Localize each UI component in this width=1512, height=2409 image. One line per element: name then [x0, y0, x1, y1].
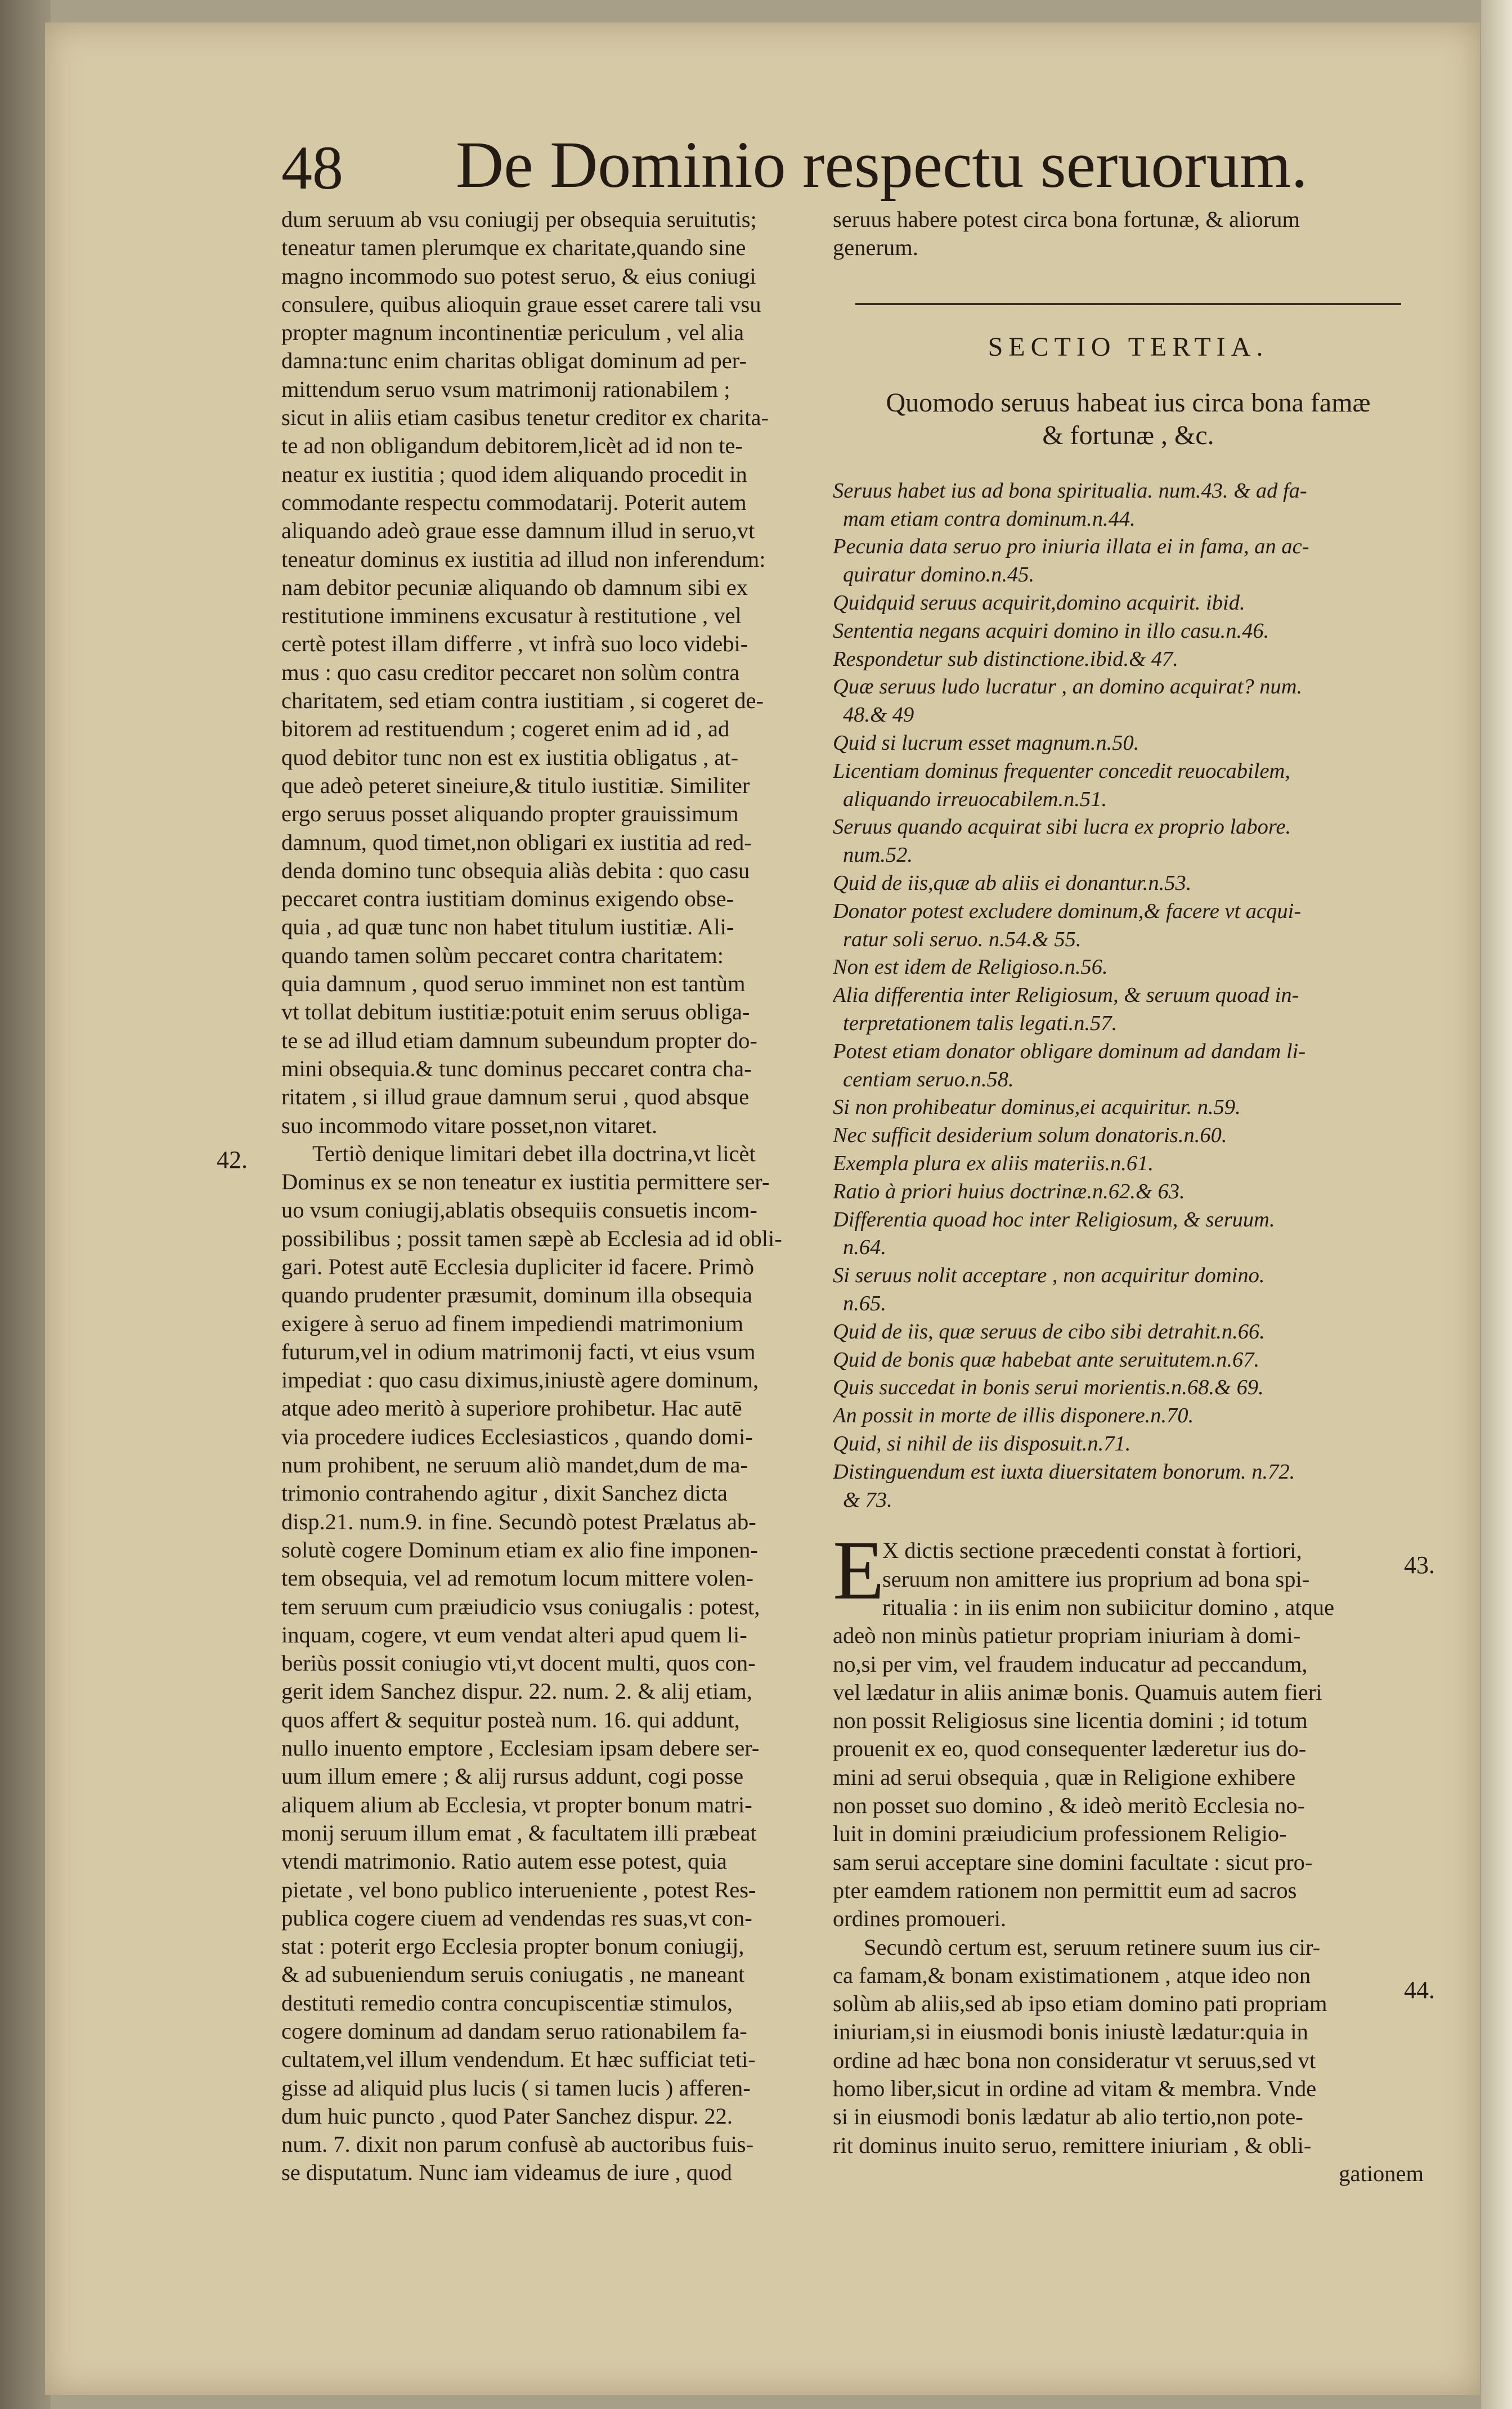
text-line: ritualia : in iis enim non subiicitur domino , atque [882, 1594, 1335, 1620]
text-line: 48.& 49 [843, 703, 914, 727]
text-line: Donator potest excludere dominum,& facere vt acqui- [833, 899, 1302, 923]
text-line: Si seruus nolit acceptare , non acquiritur domino. [833, 1264, 1265, 1288]
text-line: Quid, si nihil de iis disposuit.n.71. [833, 1431, 1131, 1456]
text-line: n.64. [843, 1235, 886, 1260]
text-line: Quidquid seruus acquirit,domino acquirit. ibid. [833, 591, 1245, 615]
text-line: atque adeo meritò à superiore prohibetur. Hac autē [281, 1395, 742, 1421]
catchword: gationem [1339, 2160, 1424, 2186]
text-line: rit dominus inuito seruo, remittere iniuriam , & obli- [833, 2132, 1312, 2158]
text-line: luit in domini præiudicium professionem Religio- [833, 1821, 1287, 1847]
text-line: Distinguendum est iuxta diuersitatem bonorum. n.72. [833, 1459, 1295, 1484]
text-line: Quid si lucrum esset magnum.n.50. [833, 731, 1139, 755]
text-line: Licentiam dominus frequenter concedit reuocabilem, [833, 759, 1290, 783]
running-title: De Dominio respectu seruorum. [456, 128, 1308, 202]
text-line: & ad subueniendum seruis coniugatis , ne maneant [281, 1962, 745, 1987]
text-line: consulere, quibus alioquin graue esset carere tali vsu [281, 291, 761, 317]
text-line: generum. [833, 235, 918, 261]
text-line: restitutione imminens excusatur à restitutione , vel [281, 603, 742, 629]
text-line: no,si per vim, vel fraudem inducatur ad peccandum, [833, 1651, 1308, 1677]
section-heading: SECTIO TERTIA. [988, 332, 1269, 362]
body-lines [833, 1524, 1424, 2160]
text-line: stat : poterit ergo Ecclesia propter bonum coniugij, [281, 1933, 744, 1959]
text-line: nam debitor pecuniæ aliquando ob damnum sibi ex [281, 574, 748, 600]
text-line: seruum non amittere ius proprium ad bona spi- [882, 1566, 1310, 1592]
text-line: vt tollat debitum iustitiæ:potuit enim seruus obliga- [281, 999, 750, 1025]
text-line: que adeò peteret sineiure,& titulo iustitiæ. Similiter [281, 772, 750, 798]
text-line: via procedere iudices Ecclesiasticos , quando domi- [281, 1423, 753, 1449]
text-line: Secundò certum est, seruum retinere suum ius cir- [864, 1934, 1321, 1960]
text-line: exigere à seruo ad finem impediendi matrimonium [281, 1310, 743, 1336]
text-line: gerit idem Sanchez dispur. 22. num. 2. & alij etiam, [281, 1678, 752, 1704]
text-line: teneatur tamen plerumque ex charitate,quando sine [281, 235, 746, 261]
text-line: si in eiusmodi bonis lædatur ab alio tertio,non pote- [833, 2104, 1303, 2130]
text-line: homo liber,sicut in ordine ad vitam & membra. Vnde [833, 2076, 1317, 2102]
text-line: mus : quo casu creditor peccaret non solùm contra [281, 659, 740, 685]
text-line: Exempla plura ex aliis materiis.n.61. [833, 1152, 1154, 1176]
text-line: ergo seruus posset aliquando propter grauissimum [281, 801, 739, 827]
text-line: mini obsequia.& tunc dominus peccaret contra cha- [281, 1055, 752, 1081]
text-line: possibilibus ; possit tamen sæpè ab Ecclesia ad id obli- [281, 1225, 782, 1251]
text-line: quos affert & sequitur posteà num. 16. qui addunt, [281, 1707, 740, 1732]
text-line: & 73. [843, 1488, 892, 1512]
text-line: trimonio contrahendo agitur , dixit Sanchez dicta [281, 1480, 728, 1506]
text-line: non possit Religiosus sine licentia domini ; id totum [833, 1708, 1308, 1734]
text-line: commodante respectu commodatarij. Poterit autem [281, 489, 747, 515]
text-line: Seruus quando acquirat sibi lucra ex proprio labore. [833, 815, 1291, 839]
text-line: cogere dominum ad dandam seruo rationabilem fa- [281, 2018, 747, 2044]
text-line: quando tamen solùm peccaret contra charitatem: [281, 942, 724, 968]
text-line: denda domino tunc obsequia aliàs debita : quo casu [281, 857, 750, 883]
text-line: Nec sufficit desiderium solum donatoris.n.60. [833, 1123, 1227, 1148]
page-edge [1481, 0, 1512, 2409]
margin-number-43: 43. [1404, 1551, 1435, 1579]
text-line: X dictis sectione præcedenti constat à fortiori, [882, 1538, 1302, 1564]
text-line: sam serui acceptare sine domini facultate : sicut pro- [833, 1849, 1313, 1875]
text-line: uum illum emere ; & alij rursus addunt, cogi posse [281, 1763, 744, 1789]
text-line: futurum,vel in odium matrimonij facti, vt eius vsum [281, 1338, 756, 1364]
text-line: charitatem, sed etiam contra iustitiam , si cogeret de- [281, 688, 764, 714]
text-line: nullo inuento emptore , Ecclesiam ipsam debere ser- [281, 1735, 760, 1761]
text-line: uo vsum coniugij,ablatis obsequiis consuetis incom- [281, 1197, 757, 1223]
text-line: Differentia quoad hoc inter Religiosum, & seruum. [833, 1207, 1275, 1232]
text-line: tem seruum cum præiudicio vsus coniugalis : potest, [281, 1593, 760, 1619]
text-line: mam etiam contra dominum.n.44. [843, 507, 1136, 531]
text-line: publica cogere ciuem ad vendendas res suas,vt con- [281, 1905, 752, 1931]
left-column [281, 205, 861, 2187]
text-line: ordines promoueri. [833, 1906, 1007, 1932]
text-line: Non est idem de Religioso.n.56. [833, 955, 1108, 979]
text-line: quiratur domino.n.45. [843, 563, 1035, 587]
text-line: teneatur dominus ex iustitia ad illud non inferendum: [281, 546, 766, 572]
text-line: te ad non obligandum debitorem,licèt ad id non te- [281, 433, 743, 459]
text-line: cultatem,vel illum vendendum. Et hæc sufficiat teti- [281, 2047, 756, 2072]
text-line: damnum, quod timet,non obligari ex iustitia ad red- [281, 829, 752, 855]
text-line: mini ad serui obsequia , quæ in Religione exhibere [833, 1764, 1296, 1790]
text-line: quando prudenter præsumit, dominum illa obsequia [281, 1282, 752, 1308]
text-line: magno incommodo suo potest seruo, & eius coniugi [281, 263, 756, 289]
text-line: centiam seruo.n.58. [843, 1067, 1014, 1091]
text-line: dum seruum ab vsu coniugij per obsequia seruitutis; [281, 207, 757, 232]
text-line: ratur soli seruo. n.54.& 55. [843, 927, 1082, 951]
text-line: disp.21. num.9. in fine. Secundò potest Prælatus ab- [281, 1508, 756, 1534]
text-line: suo incommodo vitare posset,non vitaret. [281, 1112, 658, 1138]
text-line: ritatem , si illud graue damnum serui , quod absque [281, 1084, 750, 1110]
text-line: seruus habere potest circa bona fortunæ, & aliorum [833, 207, 1300, 232]
text-line: An possit in morte de illis disponere.n.70. [833, 1404, 1194, 1428]
text-line: Pecunia data seruo pro iniuria illata ei in fama, an ac- [833, 535, 1309, 559]
margin-number-44: 44. [1404, 1976, 1435, 2004]
text-line: num prohibent, ne seruum aliò mandet,dum de ma- [281, 1452, 748, 1478]
text-line: inquam, cogere, vt eum vendat alteri apud quem li- [281, 1622, 747, 1647]
text-line: prouenit ex eo, quod consequenter læderetur ius do- [833, 1736, 1307, 1762]
text-line: Quis succedat in bonis serui morientis.n.68.& 69. [833, 1376, 1264, 1400]
text-line: aliquando irreuocabilem.n.51. [843, 787, 1107, 811]
text-line: quia damnum , quod seruo imminet non est tantùm [281, 971, 746, 997]
text-line: Ratio à priori huius doctrinæ.n.62.& 63. [833, 1179, 1185, 1203]
text-line: ca famam,& bonam existimationem , atque ideo non [833, 1962, 1311, 1988]
text-line: dum huic puncto , quod Pater Sanchez dispur. 22. [281, 2103, 733, 2129]
text-line: solùm ab aliis,sed ab ipso etiam domino pati propriam [833, 1991, 1327, 2017]
text-line: monij seruum illum emat , & facultatem illi præbeat [281, 1820, 757, 1846]
text-line: peccaret contra iustitiam dominus exigendo obse- [281, 886, 734, 912]
text-line: Quomodo seruus habeat ius circa bona famæ [886, 387, 1371, 418]
text-line: iniuriam,si in eiusmodi bonis iniustè lædatur:quia in [833, 2019, 1308, 2045]
text-line: Dominus ex se non teneatur ex iustitia permittere ser- [281, 1169, 770, 1195]
book-page [45, 23, 1480, 2395]
text-line: certè potest illam differre , vt infrà suo loco videbi- [281, 631, 748, 657]
section-summary [833, 477, 1424, 1514]
text-line: pter eamdem rationem non permittit eum ad sacros [833, 1877, 1297, 1903]
text-line: ordine ad hæc bona non consideratur vt seruus,sed vt [833, 2047, 1316, 2073]
text-line: Quæ seruus ludo lucratur , an domino acquirat? num. [833, 675, 1303, 699]
text-line: Si non prohibeatur dominus,ei acquiritur. n.59. [833, 1095, 1241, 1120]
intro-lines [833, 205, 1424, 262]
text-line: Potest etiam donator obligare dominum ad dandam li- [833, 1039, 1306, 1063]
text-line: n.65. [843, 1292, 886, 1315]
drop-cap: E [833, 1524, 885, 1618]
text-line: damna:tunc enim charitas obligat dominum ad per- [281, 348, 747, 374]
book-spine-shadow [0, 0, 51, 2409]
text-line: terpretationem talis legati.n.57. [843, 1011, 1118, 1036]
text-line: gari. Potest autē Ecclesia dupliciter id facere. Primò [281, 1253, 755, 1279]
text-line: vtendi matrimonio. Ratio autem esse potest, quia [281, 1848, 727, 1874]
right-column [833, 205, 1424, 2188]
text-line: tem obsequia, vel ad remotum locum mittere volen- [281, 1565, 754, 1591]
section-title [833, 387, 1424, 452]
running-head [45, 118, 1480, 208]
text-line: quod debitor tunc non est ex iustitia obligatus , at- [281, 744, 739, 770]
text-line: Sententia negans acquiri domino in illo casu.n.46. [833, 619, 1269, 643]
text-line: mittendum seruo vsum matrimonij rationabilem ; [281, 376, 730, 402]
text-line: solutè cogere Dominum etiam ex alio fine imponen- [281, 1537, 758, 1562]
text-line: adeò non minùs patietur propriam iniuriam à domi- [833, 1623, 1301, 1649]
text-line: gisse ad aliquid plus lucis ( si tamen lucis ) afferen- [281, 2075, 751, 2101]
text-line: quia , ad quæ tunc non habet titulum iustitiæ. Ali- [281, 914, 734, 940]
text-line: bitorem ad restituendum ; cogeret enim ad id , ad [281, 716, 730, 742]
section-body [833, 1524, 1424, 2160]
text-line: Quid de iis, quæ seruus de cibo sibi detrahit.n.66. [833, 1319, 1265, 1344]
text-line: vel lædatur in aliis animæ bonis. Quamuis autem fieri [833, 1679, 1322, 1705]
text-line: aliquando adeò graue esse damnum illud in seruo,vt [281, 518, 755, 544]
text-line: aliquem alium ab Ecclesia, vt propter bonum matri- [281, 1792, 752, 1817]
text-line: num. 7. dixit non parum confusè ab auctoribus fuis- [281, 2132, 754, 2157]
text-line: Quid de bonis quæ habebat ante seruitutem.n.67. [833, 1347, 1260, 1372]
text-line: Quid de iis,quæ ab aliis ei donantur.n.53. [833, 871, 1192, 895]
page-number: 48 [281, 133, 343, 202]
text-line: Alia differentia inter Religiosum, & seruum quoad in- [833, 983, 1299, 1008]
text-line: impediat : quo casu diximus,iniustè agere dominum, [281, 1367, 759, 1393]
text-line: Tertiò denique limitari debet illa doctrina,vt licèt [312, 1140, 756, 1166]
text-line: se disputatum. Nunc iam videamus de iure , quod [281, 2160, 732, 2186]
text-line: non posset suo domino , & ideò meritò Ecclesia no- [833, 1793, 1305, 1819]
text-line: propter magnum incontinentiæ periculum , vel alia [281, 320, 744, 346]
text-line: destituti remedio contra concupiscentiæ stimulos, [281, 1990, 733, 2016]
text-line: beriùs possit coniugio vti,vt docent multi, quos con- [281, 1650, 756, 1676]
margin-number-42: 42. [217, 1146, 248, 1174]
text-line: pietate , vel bono publico interueniente , potest Res- [281, 1877, 756, 1902]
text-line: sicut in aliis etiam casibus tenetur creditor ex charita- [281, 405, 769, 431]
section-rule [855, 303, 1401, 305]
text-line: neatur ex iustitia ; quod idem aliquando procedit in [281, 461, 747, 487]
text-line: & fortunæ , &c. [1042, 420, 1214, 450]
text-line: te se ad illud etiam damnum subeundum propter do- [281, 1027, 757, 1053]
text-line: num.52. [843, 843, 913, 867]
text-line: Respondetur sub distinctione.ibid.& 47. [833, 647, 1178, 671]
text-line: Seruus habet ius ad bona spiritualia. num.43. & ad fa- [833, 478, 1307, 503]
